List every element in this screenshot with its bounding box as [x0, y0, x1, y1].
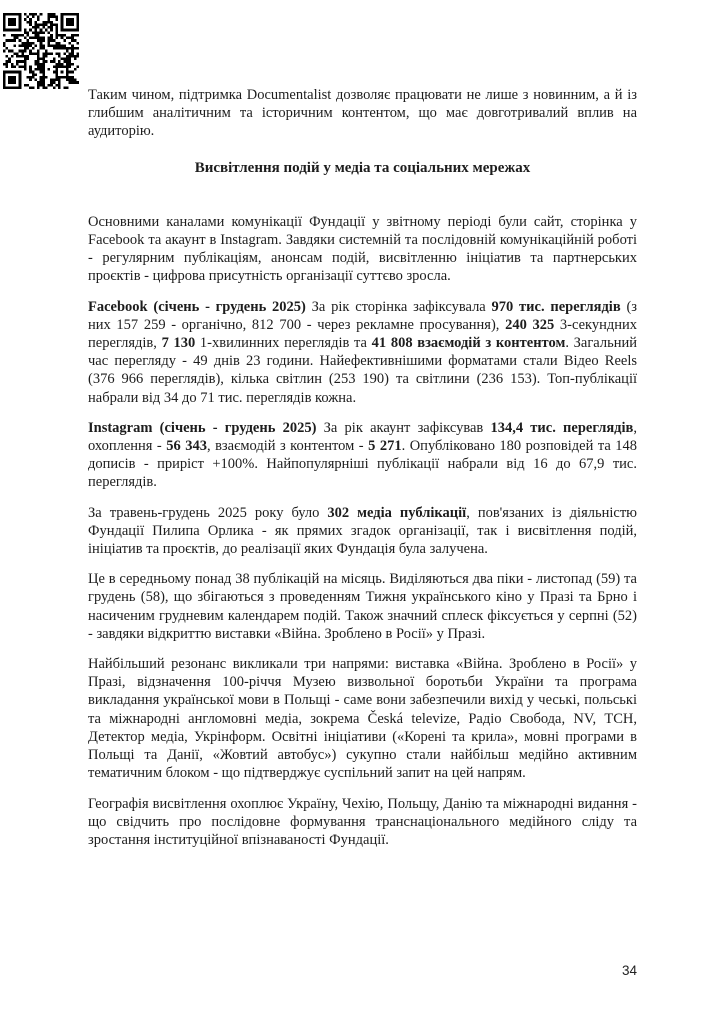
text-run: Таким чином, підтримка Documentalist дозволяє працювати не лише з новинним, а й із глибшим аналітичним та історичним контентом, що має довготривалий вплив на аудиторію. [88, 87, 637, 140]
text-run-bold: 240 325 [505, 316, 555, 333]
text-run: . Опубліковано 180 розповідей та 148 дописів - приріст +100%. Найпопулярніші публікації набрали від 16 до 67,9 тис. переглядів. [88, 438, 637, 491]
text-run: , взаємодій з контентом - [206, 438, 369, 455]
page-number: 34 [621, 963, 637, 978]
text-run-bold: 56 343 [166, 438, 207, 455]
text-run: 1-хвилинних переглядів та [195, 335, 372, 352]
paragraph [88, 795, 637, 850]
text-run-bold: 302 медіа публікації [327, 504, 467, 521]
text-run-bold: Facebook (січень - грудень 2025) [88, 298, 306, 315]
paragraph-instagram-stats [88, 419, 637, 492]
text-run-bold: 134,4 тис. переглядів [490, 419, 634, 436]
text-run: , пов'язаних із діяльністю Фундації Пилипа Орлика - як прямих згадок організації, так і висвітлення подій, ініціатив та проєктів, до реалізації яких Фундація була залучена. [88, 504, 637, 558]
text-run-bold: 970 тис. переглядів [491, 298, 621, 315]
text-run: . Загальний час перегляду - 49 днів 23 години. Найефективнішими форматами стали Відео Reels (376 966 переглядів), кілька світлин (253 190) та світлини (236 153). Топ-публікації набрали від 34 до 71 тис. переглядів кожна. [88, 335, 637, 406]
text-run: , охоплення - [88, 419, 637, 455]
paragraph-media-publications [88, 504, 637, 559]
text-run: 3-секундних переглядів, [88, 316, 638, 352]
text-run: За травень-грудень 2025 року було [88, 504, 328, 521]
text-run-bold: 5 271 [368, 438, 402, 455]
paragraph [88, 655, 637, 782]
text-run: (з них 157 259 - органічно, 812 700 - через рекламне просування), [88, 298, 637, 333]
qr-code-icon [3, 13, 79, 89]
paragraph [88, 213, 637, 286]
text-run: За рік сторінка зафіксувала [305, 298, 492, 315]
text-run: Основними каналами комунікації Фундації у звітному періоді були сайт, сторінка у Facebook та акаунт в Instagram. Завдяки системній та послідовній комунікаційній роботі - регулярним публікаціям, анонсам подій, висвітленню ініціатив та партнерських проєктів - цифрова присутність організації суттєво зросла. [88, 213, 637, 285]
text-run-bold: Instagram (січень - грудень 2025) [88, 419, 317, 436]
text-run: Найбільший резонанс викликали три напрями: виставка «Війна. Зроблено в Росії» у Празі, відзначення 100-річчя Музею визвольної боротьби України та програма викладання української мови в Польщі - саме вони забезпечили вихід у чеські, польські та міжнародні англомовні медіа, зокрема Česká televize, Радіо Свобода, NV, ТСН, Детектор медіа, Укрінформ. Освітні ініціативи («Корені та крила», мовні програми в Польщі та Данії, «Жовтий автобус») сукупно стали найбільш медійно активним тематичним блоком - що підтверджує суспільний запит на цей напрям. [88, 656, 637, 782]
paragraph [88, 86, 637, 141]
text-run-bold: 41 808 взаємодій з контентом [371, 335, 566, 352]
text-run-bold: 7 130 [161, 335, 196, 352]
paragraph-facebook-stats [88, 298, 637, 407]
document-body [88, 86, 637, 861]
text-run: Географія висвітлення охоплює Україну, Чехію, Польщу, Данію та міжнародні видання - що свідчить про послідовне формування транснаціонального медійного сліду та зростання інституційної впізнаваності Фундації. [88, 795, 637, 848]
paragraph [88, 570, 637, 643]
text-run: За рік акаунт зафіксував [316, 419, 491, 436]
text-run: Це в середньому понад 38 публікацій на місяць. Виділяються два піки - листопад (59) та грудень (58), що збігаються з проведенням Тижня українського кіно у Празі та Брно і насиченим грудневим календарем подій. Також значний сплеск фіксується у серпні (52) - завдяки відкриттю виставки «Війна. Зроблено в Росії» у Празі. [88, 571, 637, 642]
section-heading: Висвітлення подій у медіа та соціальних мережах [194, 159, 531, 176]
